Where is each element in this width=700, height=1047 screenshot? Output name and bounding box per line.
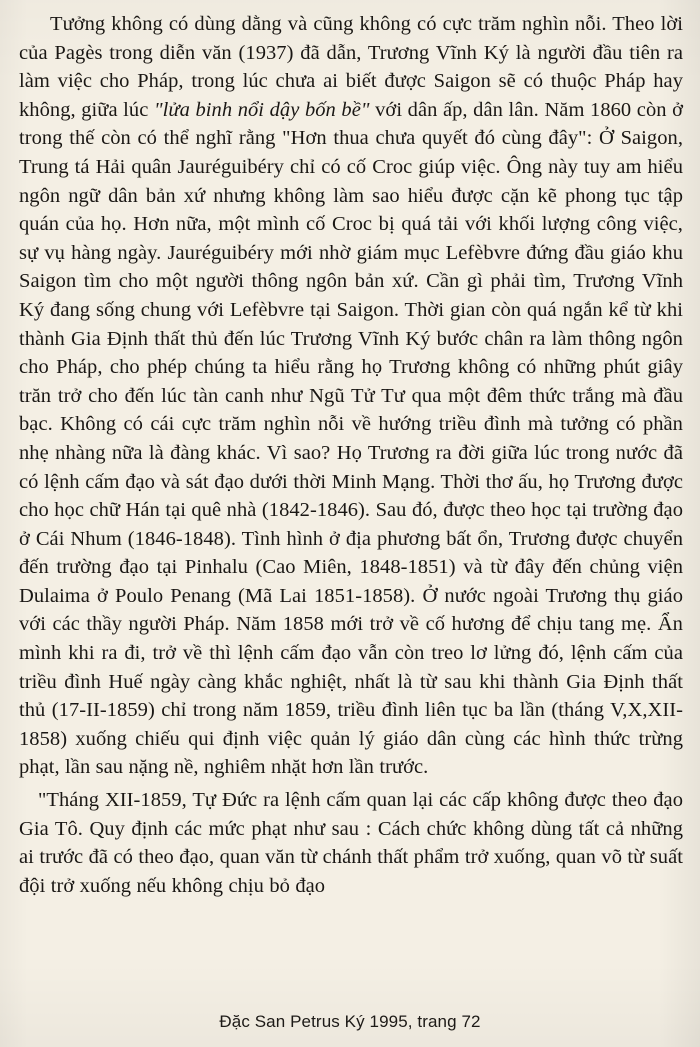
paragraph-1-text-before-quote: Tưởng không có dùng dằng và cũng không có cực trăm nghìn nỗi. Theo lời của Pagès trong diễn văn (1937) đã dẫn, Trương Vĩnh Ký là người đầu tiên ra làm việc cho Pháp, trong lúc chưa ai biết được Saigon sẽ có thuộc Pháp hay không, giữa lúc: [19, 13, 683, 121]
paragraph-1: [19, 10, 683, 782]
article-body: [19, 10, 683, 900]
page-footer-citation: Đặc San Petrus Ký 1995, trang 72: [219, 1012, 481, 1031]
paragraph-1-text-after-quote: với dân ấp, dân lân. Năm 1860 còn ở trong thế còn có thể nghĩ rằng "Hơn thua chưa quyết đó cùng đây": Ở Saigon, Trung tá Hải quân Jauréguibéry chỉ có cố Croc giúp việc. Ông này tuy am hiểu ngôn ngữ dân bản xứ nhưng không làm sao hiểu được cặn kẽ phong tục tập quán của họ. Hơn nữa, một mình cố Croc bị quá tải với khối lượng công việc, sự vụ hàng ngày. Jauréguibéry mới nhờ giám mục Lefèbvre đứng đầu giáo khu Saigon tìm cho một người thông ngôn bản xứ. Cần gì phải tìm, Trương Vĩnh Ký đang sống chung với Lefèbvre tại Saigon. Thời gian còn quá ngắn kể từ khi thành Gia Định thất thủ đến lúc Trương Vĩnh Ký bước chân ra làm thông ngôn cho Pháp, cho phép chúng ta hiểu rằng họ Trương không có những phút giây trăn trở cho đến lúc tàn canh như Ngũ Tử Tư qua một đêm thức trắng mà đầu bạc. Không có cái cực trăm nghìn nỗi về hướng triều đình mà tưởng có phần nhẹ nhàng nữa là đàng khác. Vì sao? Họ Trương ra đời giữa lúc trong nước đã có lệnh cấm đạo và sát đạo dưới thời Minh Mạng. Thời thơ ấu, họ Trương được cho học chữ Hán tại quê nhà (1842-1846). Sau đó, được theo học tại trường đạo ở Cái Nhum (1846-1848). Tình hình ở địa phương bất ổn, Trương được chuyển đến trường đạo tại Pinhalu (Cao Miên, 1848-1851) và từ đây đến chủng viện Dulaima ở Poulo Penang (Mã Lai 1851-1858). Ở nước ngoài Trương thụ giáo với các thầy người Pháp. Năm 1858 mới trở về cố hương để chịu tang mẹ. Ẩn mình khi ra đi, trở về thì lệnh cấm đạo vẫn còn treo lơ lửng đó, lệnh cấm của triều đình Huế ngày càng khắc nghiệt, nhất là từ sau khi thành Gia Định thất thủ (17-II-1859) chỉ trong năm 1859, triều đình liên tục ba lần (tháng V,X,XII-1858) xuống chiếu qui định việc quản lý giáo dân cùng các hình thức trừng phạt, lần sau nặng nề, nghiêm nhặt hơn lần trước.: [19, 98, 684, 779]
italic-quote: "lửa binh nổi dậy bốn bề": [153, 98, 370, 121]
paragraph-2: "Tháng XII-1859, Tự Đức ra lệnh cấm quan lại các cấp không được theo đạo Gia Tô. Quy định các mức phạt như sau : Cách chức không dùng tất cả những ai trước đã có theo đạo, quan văn từ chánh thất phẩm trở xuống, quan võ từ suất đội trở xuống nếu không chịu bỏ đạo: [19, 789, 683, 897]
